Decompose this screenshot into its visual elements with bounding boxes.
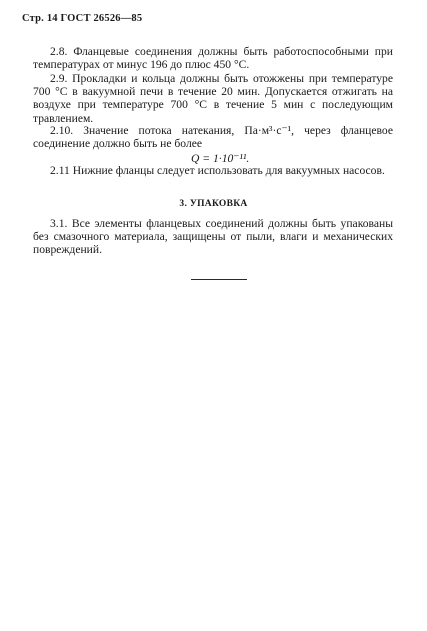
end-divider-line — [191, 279, 247, 280]
paragraph-3-1-text: 3.1. Все элементы фланцевых соединений должны быть упакованы без смазочного материала, защищены от пыли, влаги и механических повреждений. — [33, 217, 393, 257]
paragraph-2-8-text: 2.8. Фланцевые соединения должны быть работоспособными при температурах от минус 196 до плюс 450 °С. — [33, 45, 393, 72]
paragraph-2-9 — [33, 72, 393, 125]
formula: Q = 1·10⁻¹¹. — [191, 152, 250, 165]
paragraph-2-11-text: 2.11 Нижние фланцы следует использовать для вакуумных насосов. — [50, 164, 385, 177]
paragraph-2-10 — [33, 124, 393, 150]
paragraph-2-11 — [33, 164, 393, 177]
paragraph-3-1 — [33, 217, 393, 257]
paragraph-2-10-text: 2.10. Значение потока натекания, Па·м³·с⁻¹, через фланцевое соединение должно быть не более — [33, 124, 393, 151]
paragraph-2-8 — [33, 45, 393, 71]
section-title-packaging: 3. УПАКОВКА — [179, 199, 248, 209]
page-header: Стр. 14 ГОСТ 26526—85 — [22, 13, 143, 24]
paragraph-2-9-text: 2.9. Прокладки и кольца должны быть отожжены при температуре 700 °С в вакуумной печи в течение 20 мин. Допускается отжигать на воздухе при температуре 700 °С в течение 5 мин с последующим травлением. — [33, 72, 393, 125]
